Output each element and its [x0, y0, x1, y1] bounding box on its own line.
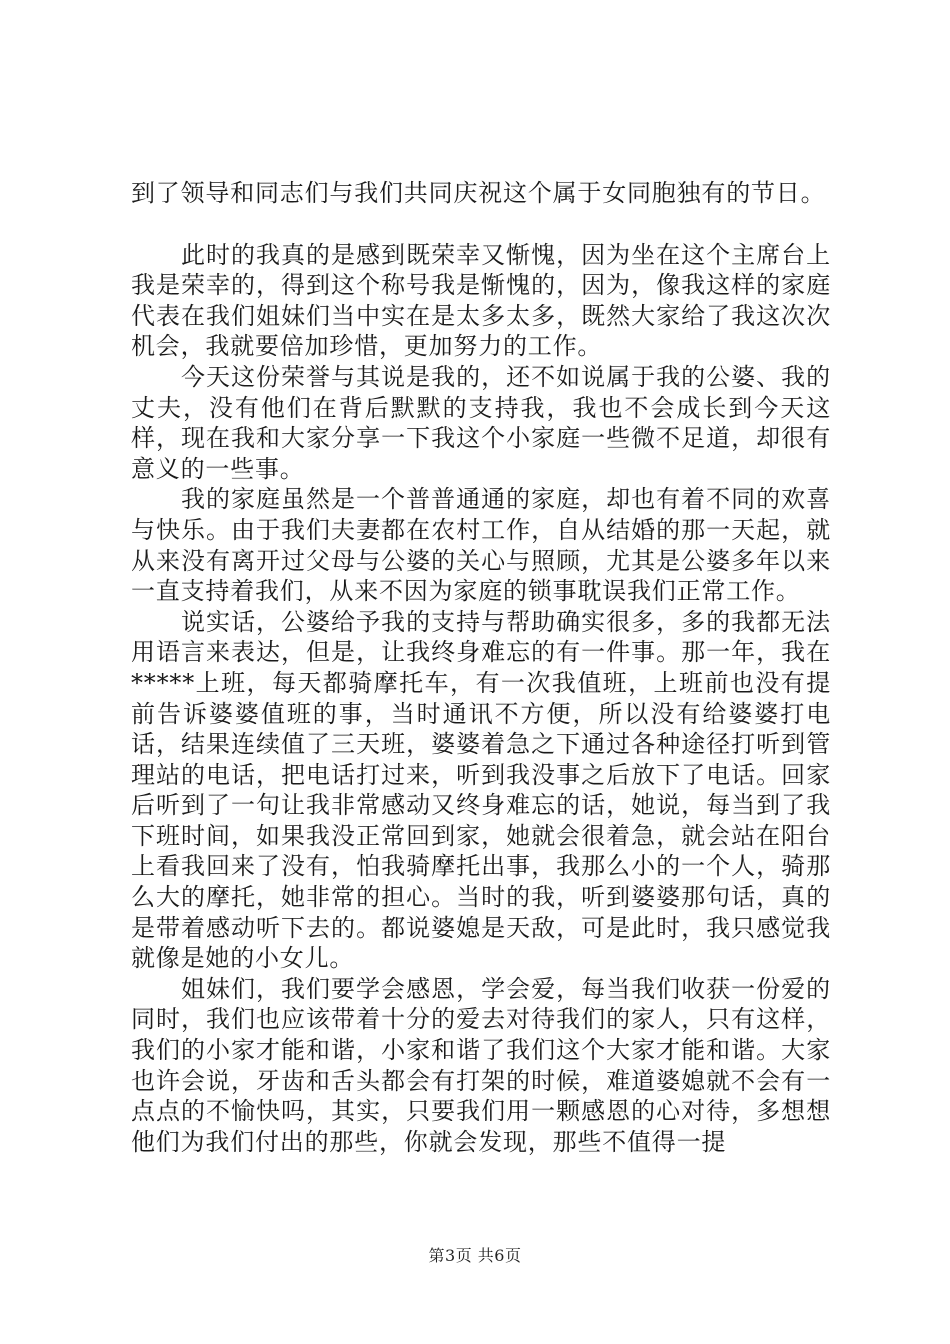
paragraph-6: 姐妹们，我们要学会感恩，学会爱，每当我们收获一份爱的同时，我们也应该带着十分的爱去对待我们的家人，只有这样，我们的小家才能和谐，小家和谐了我们这个大家才能和谐。大家也许会说，牙齿和舌头都会有打架的时候，难道婆媳就不会有一点点的不愉快吗，其实，只要我们用一颗感恩的心对待，多想想他们为我们付出的那些，你就会发现，那些不值得一提	[131, 974, 831, 1156]
paragraph-5: 说实话，公婆给予我的支持与帮助确实很多，多的我都无法用语言来表达，但是，让我终身难忘的有一件事。那一年，我在*****上班，每天都骑摩托车，有一次我值班，上班前也没有提前告诉婆婆值班的事，当时通讯不方便，所以没有给婆婆打电话，结果连续值了三天班，婆婆着急之下通过各种途径打听到管理站的电话，把电话打过来，听到我没事之后放下了电话。回家后听到了一句让我非常感动又终身难忘的话，她说，每当到了我下班时间，如果我没正常回到家，她就会很着急，就会站在阳台上看我回来了没有，怕我骑摩托出事，我那么小的一个人，骑那么大的摩托，她非常的担心。当时的我，听到婆婆那句话，真的是带着感动听下去的。都说婆媳是天敌，可是此时，我只感觉我就像是她的小女儿。	[131, 607, 831, 973]
paragraph-3: 今天这份荣誉与其说是我的，还不如说属于我的公婆、我的丈夫，没有他们在背后默默的支持我，我也不会成长到今天这样，现在我和大家分享一下我这个小家庭一些微不足道，却很有意义的一些事。	[131, 362, 831, 483]
document-body	[131, 178, 831, 1157]
page-footer: 第3页 共6页	[428, 1246, 522, 1265]
paragraph-4: 我的家庭虽然是一个普普通通的家庭，却也有着不同的欢喜与快乐。由于我们夫妻都在农村工作，自从结婚的那一天起，就从来没有离开过父母与公婆的关心与照顾，尤其是公婆多年以来一直支持着我们，从来不因为家庭的锁事耽误我们正常工作。	[131, 485, 831, 606]
paragraph-1: 到了领导和同志们与我们共同庆祝这个属于女同胞独有的节日。	[131, 179, 826, 207]
paragraph-2: 此时的我真的是感到既荣幸又惭愧，因为坐在这个主席台上我是荣幸的，得到这个称号我是惭愧的，因为，像我这样的家庭代表在我们姐妹们当中实在是太多太多，既然大家给了我这次次机会，我就要倍加珍惜，更加努力的工作。	[131, 240, 831, 361]
